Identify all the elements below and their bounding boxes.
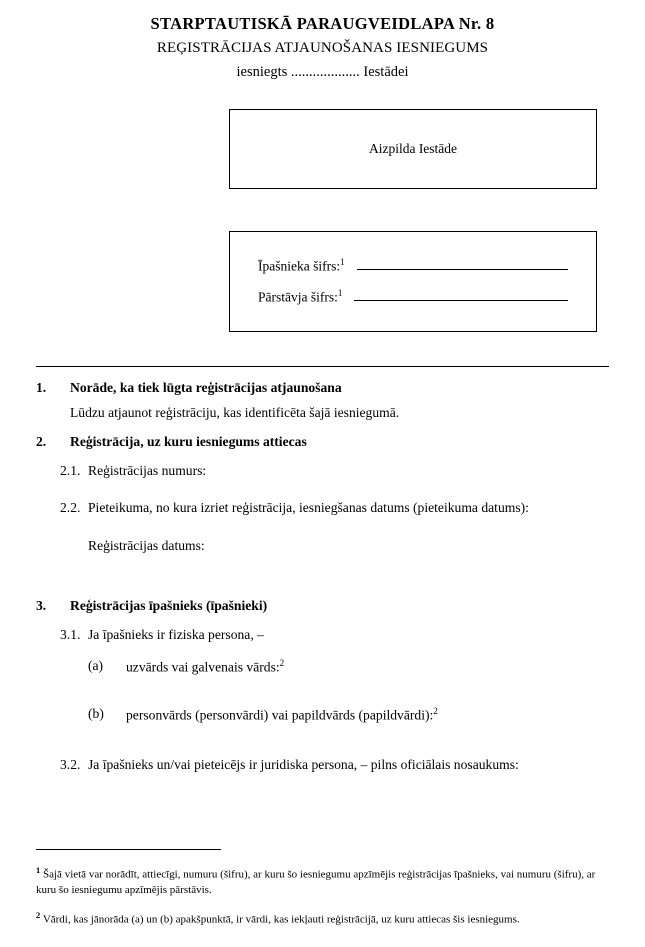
page-title: STARPTAUTISKĀ PARAUGVEIDLAPA Nr. 8 <box>150 14 495 33</box>
spacer-1 <box>36 479 609 487</box>
section-3-item-1 <box>36 627 609 643</box>
document-subtitle: REĢISTRĀCIJAS ATJAUNOŠANAS IESNIEGUMS <box>156 40 489 56</box>
office-fill-box-label: Aizpilda Iestāde <box>368 141 458 156</box>
section-3-number: 3. <box>36 598 47 613</box>
owner-code-footnote-marker: 1 <box>340 256 345 267</box>
section-1 <box>36 380 609 421</box>
office-fill-box <box>229 109 597 189</box>
section-2-item-2 <box>36 500 609 516</box>
representative-code-footnote-marker: 1 <box>337 287 343 298</box>
section-1-title: Norāde, ka tiek lūgta reģistrācijas atjaunošana <box>70 380 342 395</box>
section-2-title: Reģistrācija, uz kuru iesniegums attiecas <box>70 434 307 449</box>
footnote-2 <box>36 909 609 929</box>
section-2-item-2-label: Pieteikuma, no kura izriet reģistrācija, iesniegšanas datums (pieteikuma datums): <box>88 500 529 515</box>
divider-top <box>36 366 609 367</box>
submitted-to-line: iesniegts ................... Iestādei <box>236 64 409 80</box>
section-2-item-1 <box>36 463 609 479</box>
footnote-2-marker: 2 <box>36 910 41 921</box>
section-3-title: Reģistrācijas īpašnieks (īpašnieki) <box>70 598 268 613</box>
section-2-item-2-number: 2.2. <box>60 500 81 515</box>
codes-box <box>229 231 597 332</box>
footnote-1-marker: 1 <box>36 864 41 875</box>
representative-code-label: Pārstāvja šifrs:$^1$ <box>258 287 343 304</box>
representative-code-row <box>258 287 568 305</box>
footnote-1 <box>36 864 609 900</box>
owner-code-row <box>258 256 568 274</box>
section-3-item-1-number: 3.1. <box>60 627 81 642</box>
section-3-subitem-b <box>36 706 609 724</box>
section-3-subitem-a-label: uzvārds vai galvenais vārds:$^2$ <box>126 658 285 675</box>
section-3-subitem-b-label: personvārds (personvārdi) vai papildvārds (papildvārdi):$^2$ <box>126 705 438 723</box>
section-3-item-2-label: Ja īpašnieks un/vai pieteicējs ir juridiska persona, – pilns oficiālais nosaukums: <box>88 757 519 773</box>
section-3-subitem-a <box>36 658 609 676</box>
footnotes <box>36 849 609 939</box>
owner-code-label: Īpašnieka šifrs:$^1$ <box>258 256 345 273</box>
section-2-number: 2. <box>36 434 47 449</box>
office-use-area <box>36 109 609 332</box>
section-3-item-2 <box>36 757 609 773</box>
section-2 <box>36 434 609 554</box>
owner-code-input[interactable] <box>357 256 568 270</box>
section-1-body: Lūdzu atjaunot reģistrāciju, kas identificēta šajā iesniegumā. <box>70 405 400 420</box>
section-2-item-1-label: Reģistrācijas numurs: <box>88 463 207 478</box>
section-2-registration-date-label: Reģistrācijas datums: <box>88 538 205 553</box>
footnote-divider <box>36 849 221 850</box>
footnote-1-text: Šajā vietā var norādīt, attiecīgi, numuru (šifru), ar kuru šo iesniegumu apzīmējis reģistrācijas īpašnieks, vai numuru (šifru), ar kuru šo iesniegumu apzīmējis pārstāvis. <box>36 868 596 897</box>
subitem-b-footnote-marker: 2 <box>433 705 438 716</box>
footnote-2-text: Vārdi, kas jānorāda (a) un (b) apakšpunktā, ir vārdi, kas iekļauti reģistrācijā, uz kuru attiecas šis iesniegums. <box>42 914 520 927</box>
section-3-subitem-b-number: (b) <box>88 705 104 721</box>
section-3-item-2-number: 3.2. <box>60 757 81 773</box>
section-1-number: 1. <box>36 380 47 395</box>
section-2-item-1-number: 2.1. <box>60 463 81 478</box>
section-3-subitem-a-number: (a) <box>88 658 104 673</box>
section-3 <box>36 598 609 773</box>
representative-code-input[interactable] <box>354 287 568 301</box>
subitem-a-footnote-marker: 2 <box>279 658 285 668</box>
section-3-item-1-label: Ja īpašnieks ir fiziska persona, – <box>88 627 264 642</box>
